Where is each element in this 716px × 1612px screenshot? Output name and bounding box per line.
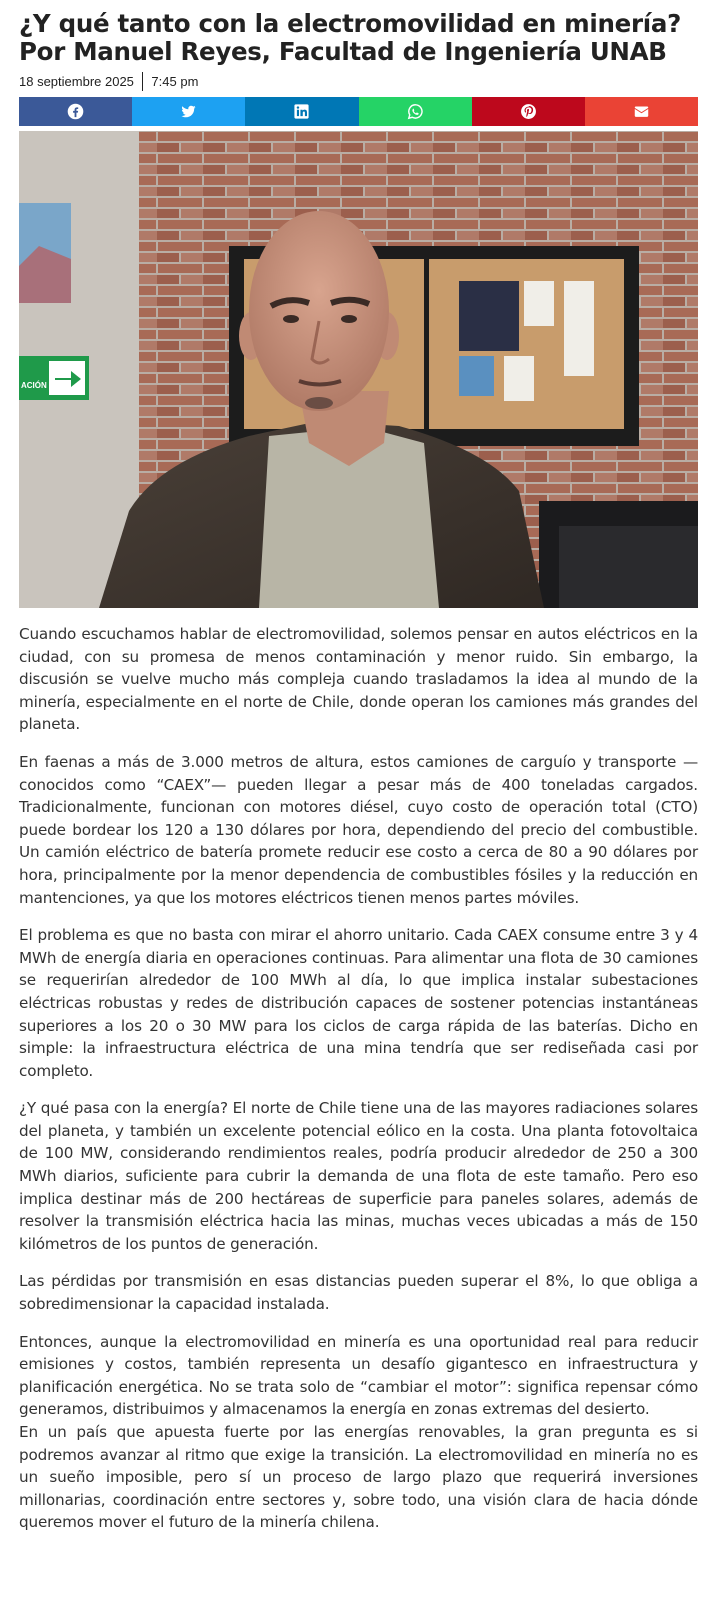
share-facebook-button[interactable]	[19, 97, 132, 126]
pinterest-icon	[520, 103, 537, 120]
share-bar	[19, 97, 698, 126]
share-whatsapp-button[interactable]	[359, 97, 472, 126]
meta-divider	[142, 72, 144, 91]
article-meta	[19, 70, 698, 92]
twitter-icon	[180, 103, 197, 120]
paragraph: ¿Y qué pasa con la energía? El norte de Chile tiene una de las mayores radiaciones solares del planeta, y también un excelente potencial eólico en la costa. Una planta fotovoltaica de 100 MW, considerando rendimientos reales, podría producir alrededor de 250 a 300 MWh diarios, suficiente para cubrir la demanda de una flota de este tamaño. Pero eso implica destinar más de 200 hectáreas de superficie para paneles solares, además de resolver la transmisión eléctrica hacia las minas, muchas veces ubicadas a más de 150 kilómetros de los puntos de generación.	[19, 1099, 698, 1253]
paragraph: En un país que apuesta fuerte por las energías renovables, la gran pregunta es si podremos avanzar al ritmo que exige la transición. La electromovilidad en minería no es un sueño imposible, pero sí un proceso de largo plazo que requerirá inversiones millonarias, coordinación entre sectores y, sobre todo, una visión clara de hacia dónde queremos mover el futuro de la minería chilena.	[19, 1423, 698, 1532]
linkedin-icon	[293, 103, 310, 120]
photo-sign-text: ACIÓN	[21, 381, 47, 390]
paragraph: El problema es que no basta con mirar el ahorro unitario. Cada CAEX consume entre 3 y 4 MWh de energía diaria en operaciones continuas. Para alimentar una flota de 30 camiones se requerirían alrededor de 100 MWh al día, lo que implica instalar subestaciones eléctricas robustas y redes de distribución capaces de sostener potencias instantáneas superiores a los 20 o 30 MW para los ciclos de carga rápida de las baterías. Dicho en simple: la infraestructura eléctrica de una mina tendría que ser rediseñada casi por completo.	[19, 926, 698, 1080]
paragraph: Cuando escuchamos hablar de electromovilidad, solemos pensar en autos eléctricos en la ciudad, con su promesa de menos contaminación y menor ruido. Sin embargo, la discusión se vuelve mucho más compleja cuando trasladamos la idea al mundo de la minería, especialmente en el norte de Chile, donde operan los camiones más grandes del planeta.	[19, 625, 698, 734]
share-linkedin-button[interactable]	[245, 97, 358, 126]
share-twitter-button[interactable]	[132, 97, 245, 126]
paragraph: En faenas a más de 3.000 metros de altura, estos camiones de carguío y transporte —conocidos como “CAEX”— pueden llegar a pesar más de 400 toneladas cargados. Tradicionalmente, funcionan con motores diésel, cuyo costo de operación total (CTO) puede bordear los 120 a 130 dólares por hora, dependiendo del precio del combustible. Un camión eléctrico de batería promete reducir ese costo a cerca de 80 a 90 dólares por hora, principalmente por la menor dependencia de combustibles fósiles y la reducción en mantenciones, ya que los motores eléctricos tienen menos partes móviles.	[19, 752, 698, 907]
publish-date: 18 septiembre 2025	[19, 73, 134, 89]
paragraph: Entonces, aunque la electromovilidad en minería es una oportunidad real para reducir emisiones y costos, también representa un desafío gigantesco en infraestructura y planificación energética. No se trata solo de “cambiar el motor”: significa repensar cómo generamos, distribuimos y almacenamos la energía en zonas extremas del desierto.	[19, 1332, 698, 1419]
article-photo	[19, 131, 698, 608]
article-body	[19, 623, 698, 1534]
email-icon	[633, 103, 650, 120]
publish-time: 7:45 pm	[151, 73, 199, 89]
whatsapp-icon	[407, 103, 424, 120]
paragraph: Las pérdidas por transmisión en esas distancias pueden superar el 8%, lo que obliga a sobredimensionar la capacidad instalada.	[19, 1272, 698, 1314]
share-pinterest-button[interactable]	[472, 97, 585, 126]
article	[19, 0, 698, 1549]
facebook-icon	[67, 103, 84, 120]
share-email-button[interactable]	[585, 97, 698, 126]
article-title: ¿Y qué tanto con la electromovilidad en minería? Por Manuel Reyes, Facultad de Ingeniería UNAB	[19, 9, 681, 66]
